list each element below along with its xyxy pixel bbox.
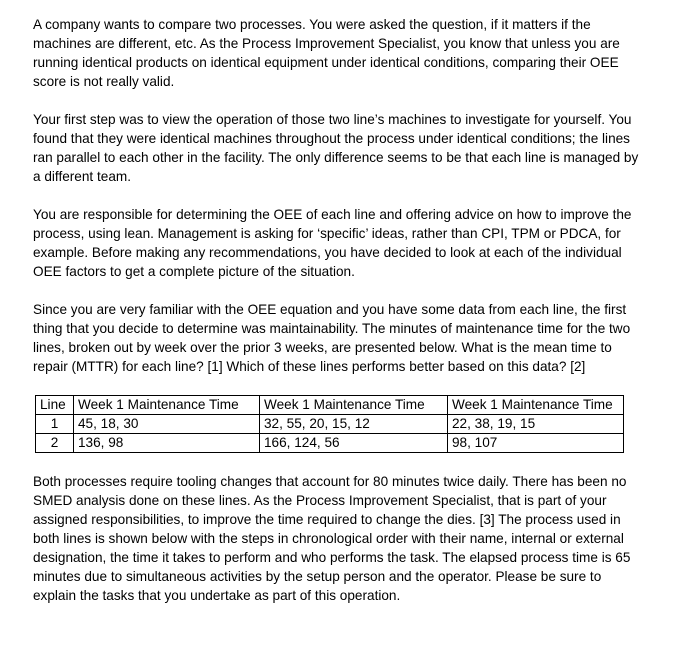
maintenance-time-table — [35, 395, 624, 453]
paragraph-tooling-changes: Both processes require tooling changes that account for 80 minutes twice daily. There has been no SMED analysis done on these lines. As the Process Improvement Specialist, that is part of your assigned responsibilities, to improve the time required to change the dies. [3] The process used in both lines is shown below with the steps in chronological order with their name, internal or external designation, the time it takes to perform and who performs the task. The elapsed process time is 65 minutes due to simultaneous activities by the setup person and the operator. Please be sure to explain the tasks that you undertake as part of this operation. — [33, 474, 631, 603]
table-header-row — [36, 396, 624, 415]
header-week-col-2: Week 1 Maintenance Time — [260, 396, 448, 415]
header-week-col-1: Week 1 Maintenance Time — [74, 396, 260, 415]
header-line: Line — [36, 396, 74, 415]
document-body — [33, 15, 645, 605]
cell-line-number: 2 — [36, 434, 74, 453]
cell-week-col-1: 45, 18, 30 — [74, 415, 260, 434]
paragraph-responsibility: You are responsible for determining the OEE of each line and offering advice on how to improve the process, using lean. Management is asking for ‘specific’ ideas, rather than CPI, TPM or PDCA, for example. Before making any recommendations, you have decided to look at each of the individual OEE factors to get a complete picture of the situation. — [33, 207, 632, 279]
cell-week-col-2: 166, 124, 56 — [260, 434, 448, 453]
table-row — [36, 415, 624, 434]
cell-week-col-2: 32, 55, 20, 15, 12 — [260, 415, 448, 434]
cell-line-number: 1 — [36, 415, 74, 434]
cell-week-col-3: 22, 38, 19, 15 — [448, 415, 624, 434]
table-row — [36, 434, 624, 453]
header-week-col-3: Week 1 Maintenance Time — [448, 396, 624, 415]
paragraph-first-step: Your first step was to view the operation of those two line’s machines to investigate for yourself. You found that they were identical machines throughout the process under identical conditions; the lines ran parallel to each other in the facility. The only difference seems to be that each line is managed by a different team. — [33, 112, 639, 184]
cell-week-col-1: 136, 98 — [74, 434, 260, 453]
paragraph-intro: A company wants to compare two processes. You were asked the question, if it matters if the machines are different, etc. As the Process Improvement Specialist, you know that unless you are running identical products on identical equipment under identical conditions, comparing their OEE score is not really valid. — [33, 17, 620, 89]
cell-week-col-3: 98, 107 — [448, 434, 624, 453]
paragraph-maintainability: Since you are very familiar with the OEE equation and you have some data from each line, the first thing that you decide to determine was maintainability. The minutes of maintenance time for the two lines, broken out by week over the prior 3 weeks, are presented below. What is the mean time to repair (MTTR) for each line? [1] Which of these lines performs better based on this data? [2] — [33, 302, 631, 374]
